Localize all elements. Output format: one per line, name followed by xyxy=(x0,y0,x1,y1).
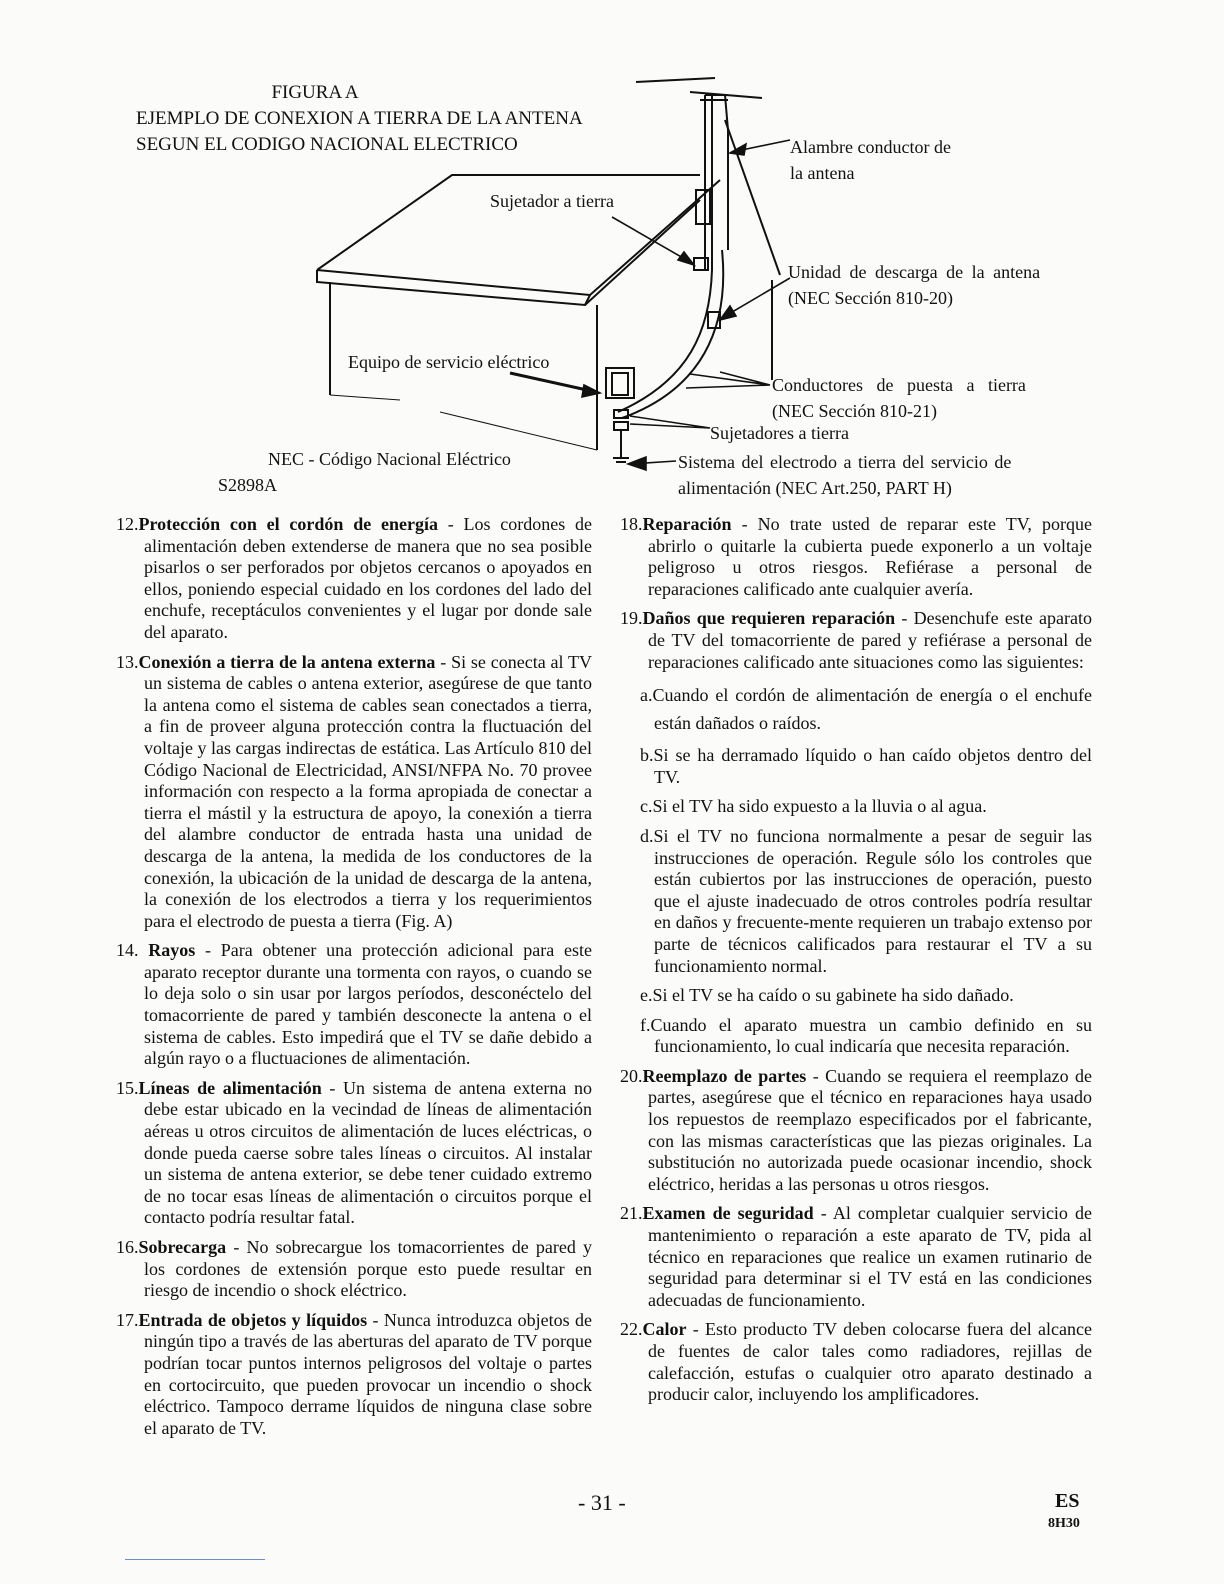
sub-item: f.Cuando el aparato muestra un cambio definido en su funcionamiento, lo cual indicaría que necesita reparación. xyxy=(640,1014,1092,1057)
figure-heading-line: SEGUN EL CODIGO NACIONAL ELECTRICO xyxy=(136,134,518,155)
list-item: 21.Examen de seguridad - Al completar cualquier servicio de mantenimiento o reparación a este aparato de TV, pida al técnico en reparaciones que realice un examen rutinario de seguridad para determinar si el TV está en las condiciones adecuadas de funcionamiento. xyxy=(620,1203,1092,1310)
list-item: 22.Calor - Esto producto TV deben colocarse fuera del alcance de fuentes de calor tales como radiadores, rejillas de calefacción, estufas o cualquier otro aparato destinado a producir calor, incluyendo los amplificadores. xyxy=(620,1319,1092,1405)
ground-line xyxy=(440,412,597,450)
figure-heading-line: EJEMPLO DE CONEXION A TIERRA DE LA ANTENA xyxy=(136,108,583,129)
list-item: 13.Conexión a tierra de la antena externa - Si se conecta al TV un sistema de cables o antena exterior, asegúrese de que tanto la antena como el sistema de cables sean conectados a tierra, a fin de proveer alguna protección contra la fluctuación del voltaje y las cargas indirectas de estática. Las Artículo 810 del Código Nacional de Electricidad, ANSI/NFPA No. 70 provee información con respecto a la forma apropiada de conectar a tierra el mástil y la estructura de apoyo, la conexión a tierra del alambre conductor de entrada hasta una unidad de descarga de la antena, la medida de los conductores de la conexión, la ubicación de la unidad de descarga de la antena, la conexión de los electrodos a tierra y los requerimientos para el electrodo de puesta a tierra (Fig. A) xyxy=(116,651,593,931)
sub-item: a.Cuando el cordón de alimentación de energía o el enchufe están dañados o raídos. xyxy=(640,685,1092,734)
label-antenna-wire: Alambre conductor de xyxy=(790,137,951,157)
label-ground-clamps: Sujetadores a tierra xyxy=(710,423,849,443)
ground-clamp-lower xyxy=(614,422,628,430)
list-item: 18.Reparación - No trate usted de reparar este TV, porque abrirlo o quitarle la cubierta puede exponerlo a un voltaje peligroso u otros riesgos. Refiérase a personal de reparaciones calificado ante cualquier avería. xyxy=(620,514,1092,599)
model-code: 8H30 xyxy=(1048,1516,1080,1531)
nec-note: NEC - Código Nacional Eléctrico xyxy=(268,449,511,469)
label-discharge-unit: (NEC Sección 810-20) xyxy=(788,288,953,308)
label-grounding-conductors: (NEC Sección 810-21) xyxy=(772,401,937,421)
label-antenna-wire: la antena xyxy=(790,163,855,183)
sub-item: e.Si el TV se ha caído o su gabinete ha sido dañado. xyxy=(640,985,1014,1006)
list-item: 12.Protección con el cordón de energía - Los cordones de alimentación deben extenderse de manera que no sea posible pisarlos o ser perforados por objetos cercanos o apoyados en ellos, poniendo especial cuidado en los cordones del lado del enchufe, receptáculos convenientes y el lugar por donde sale del aparato. xyxy=(116,514,592,642)
label-discharge-unit: Unidad de descarga de la antena xyxy=(788,262,1041,282)
list-item: 17.Entrada de objetos y líquidos - Nunca introduzca objetos de ningún tipo a través de las aberturas del aparato de TV porque podrían tocar puntos internos peligrosos del voltaje o partes en cortocircuito, que pueden provocar un incendio o shock eléctrico. Tampoco derrame líquidos de ninguna clase sobre el aparato de TV. xyxy=(116,1309,593,1438)
list-item: 14. Rayos - Para obtener una protección adicional para este aparato receptor durante una tormenta con rayos, o cuando se lo deja solo o sin usar por largos períodos, desconéctelo del tomacorriente de pared y también desconecte la antena o el sistema de cables. Esto impedirá que el TV se dañe debido a algún rayo o a fluctuaciones de alimentación. xyxy=(116,940,593,1069)
figure-code: S2898A xyxy=(218,475,278,495)
ground-electrode xyxy=(613,430,629,462)
antenna-mast xyxy=(705,95,712,270)
antenna-grounding-diagram xyxy=(0,0,1224,510)
grounding-conductor xyxy=(622,250,723,418)
lead-in-wire xyxy=(618,270,712,412)
label-service-equipment: Equipo de servicio eléctrico xyxy=(348,352,550,372)
sub-item: c.Si el TV ha sido expuesto a la lluvia o al agua. xyxy=(640,796,987,817)
list-item: 20.Reemplazo de partes - Cuando se requiera el reemplazo de partes, asegúrese que el técnico en reparaciones haya usado los repuestos de reemplazo especificados por el fabricante, con las mismas características que las piezas originales. La substitución no autorizada puede ocasionar incendio, shock eléctrico, heridas a las personas u otros riesgos. xyxy=(620,1065,1092,1194)
right-column xyxy=(620,514,1092,1414)
language-code: ES xyxy=(1055,1490,1080,1512)
list-item: 19.Daños que requieren reparación - Desenchufe este aparato de TV del tomacorriente de pared y refiérase a personal de reparaciones calificado ante situaciones como las siguientes: xyxy=(620,608,1092,672)
label-grounding-conductors: Conductores de puesta a tierra xyxy=(772,375,1026,395)
label-ground-clamp: Sujetador a tierra xyxy=(490,191,614,211)
list-item: 16.Sobrecarga - No sobrecargue los tomacorrientes de pared y los cordones de extensión porque esto puede resultar en riesgo de incendio o shock eléctrico. xyxy=(116,1237,592,1301)
list-item: 15.Líneas de alimentación - Un sistema de antena externa no debe estar ubicado en la vecindad de líneas de alimentación aéreas u otros circuitos de alimentación de luces eléctricas, o donde pueda caerse sobre tales líneas o circuitos. Al instalar un sistema de antena exterior, se debe tener cuidado extremo de no tocar esas líneas de alimentación o circuitos porque el contacto podría resultar fatal. xyxy=(116,1077,592,1228)
service-box-inner xyxy=(612,373,628,395)
mast-housing xyxy=(705,95,728,250)
antenna-elements xyxy=(636,78,762,100)
label-electrode-system: Sistema del electrodo a tierra del servicio de xyxy=(678,452,1012,472)
sub-item: d.Si el TV no funciona normalmente a pesar de seguir las instrucciones de operación. Regule sólo los controles que están cubiertos por las instrucciones de operación, puesto que el ajuste inadecuado de otros controles podría resultar en daños y frecuente-mente requieren un trabajo extenso por parte de técnicos calificados para restaurar el TV a su funcionamiento normal. xyxy=(640,825,1092,976)
roof-eave xyxy=(317,270,590,305)
sub-item: b.Si se ha derramado líquido o han caído objetos dentro del TV. xyxy=(640,745,1092,787)
ground-line xyxy=(330,395,400,400)
label-electrode-system: alimentación (NEC Art.250, PART H) xyxy=(678,478,952,498)
footer-divider xyxy=(125,1559,265,1560)
figure-number: FIGURA A xyxy=(271,82,359,103)
left-column xyxy=(116,514,592,1447)
page-number: - 31 - xyxy=(578,1490,626,1515)
